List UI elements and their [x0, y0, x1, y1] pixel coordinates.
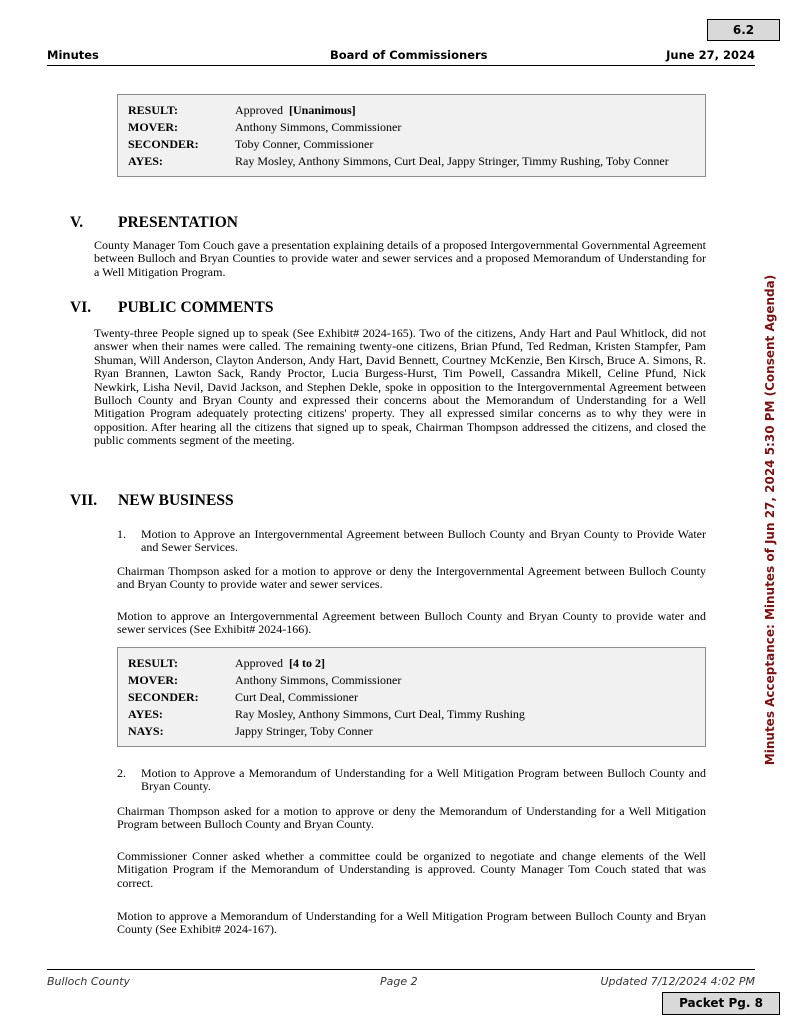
seconder-label: SECONDER:: [128, 690, 199, 704]
item-number: 2.: [117, 766, 126, 780]
vote-result-box-2: [117, 647, 706, 747]
footer-county: Bulloch County: [47, 975, 131, 988]
item-title: Motion to Approve an Intergovernmental Agreement between Bulloch County and Bryan County to Provide Water and Sewer Services.: [141, 527, 706, 555]
item1-paragraph-2: Motion to approve an Intergovernmental Agreement between Bulloch County and Bryan County to provide water and sewer services (See Exhibit# 2024-166).: [117, 609, 706, 637]
packet-page-number: Packet Pg. 8: [662, 992, 780, 1015]
mover-label: MOVER:: [128, 120, 178, 134]
section-title: NEW BUSINESS: [118, 492, 234, 509]
mover-value: Anthony Simmons, Commissioner: [235, 673, 402, 687]
packet-item-number: 6.2: [707, 19, 780, 41]
result-detail: [Unanimous]: [289, 103, 356, 117]
result-label: RESULT:: [128, 103, 179, 117]
result-detail: [4 to 2]: [289, 656, 325, 670]
section-number: VII.: [70, 492, 98, 509]
side-stamp-text: Minutes Acceptance: Minutes of Jun 27, 2024 5:30 PM (Consent Agenda): [763, 274, 777, 766]
section-number: V.: [70, 214, 84, 231]
item2-paragraph-1: Chairman Thompson asked for a motion to approve or deny the Memorandum of Understanding for a Well Mitigation Program between Bulloch County and Bryan County.: [117, 804, 706, 832]
header-left: Minutes: [47, 48, 99, 62]
section-number: VI.: [70, 299, 92, 316]
seconder-value: Curt Deal, Commissioner: [235, 690, 358, 704]
ayes-value: Ray Mosley, Anthony Simmons, Curt Deal, Timmy Rushing: [235, 707, 525, 721]
mover-label: MOVER:: [128, 673, 178, 687]
presentation-paragraph: County Manager Tom Couch gave a presentation explaining details of a proposed Intergovernmental Governmental Agreement between Bulloch and Bryan Counties to provide water and sewer services and a proposed Memorandum of Understanding for a Well Mitigation Program.: [94, 238, 706, 279]
page-footer: [47, 969, 755, 988]
section-heading-new-business: [70, 492, 234, 510]
nays-value: Jappy Stringer, Toby Conner: [235, 724, 373, 738]
nays-label: NAYS:: [128, 724, 164, 738]
item-number: 1.: [117, 527, 126, 541]
section-heading-public-comments: [70, 299, 273, 317]
result-value: Approved: [235, 103, 283, 117]
item-title: Motion to Approve a Memorandum of Understanding for a Well Mitigation Program between Bulloch County and Bryan County.: [141, 766, 706, 794]
footer-page-number: Page 2: [380, 975, 418, 988]
header-title: Board of Commissioners: [330, 48, 488, 62]
vote-result-box-1: [117, 94, 706, 177]
section-heading-presentation: [70, 214, 238, 232]
item2-paragraph-2: Commissioner Conner asked whether a committee could be organized to negotiate and change elements of the Well Mitigation Program if the Memorandum of Understanding is approved. County Manager Tom Couch stated that was correct.: [117, 849, 706, 890]
result-label: RESULT:: [128, 656, 179, 670]
page-header: [47, 48, 755, 66]
public-comments-paragraph: Twenty-three People signed up to speak (See Exhibit# 2024-165). Two of the citizens, Andy Hart and Paul Whitlock, did not answer when their names were called. The remaining twenty-one citizens, Brian Pfund, Ted Redman, Kristen Stampfer, Pam Shuman, Will Anderson, Clayton Anderson, Andy Hart, David Bennett, Courtney McKenzie, Ben Kirsch, Bruce A. Simons, R. Ryan Brannen, Lawton Sack, Randy Proctor, Lucia Burgess-Hurst, Tim Powell, Cassandra Mikell, Celine Pfund, Nick Newkirk, Lisha Nevil, David Jackson, and Stephen Dekle, spoke in opposition to the Intergovernmental Agreement between Bulloch County and Bryan County and expressed their concerns about the Memorandum of Understanding for a Well Mitigation Program adequately protecting citizens' property. They all expressed similar concerns as to why they were in opposition. After hearing all the citizens that signed up to speak, Chairman Thompson addressed the citizens, and closed the public comments segment of the meeting.: [94, 326, 706, 448]
seconder-label: SECONDER:: [128, 137, 199, 151]
agenda-item-1: [117, 528, 706, 555]
header-date: June 27, 2024: [666, 48, 755, 62]
ayes-label: AYES:: [128, 707, 163, 721]
section-title: PUBLIC COMMENTS: [118, 299, 274, 316]
item2-paragraph-3: Motion to approve a Memorandum of Understanding for a Well Mitigation Program between Bulloch County and Bryan County (See Exhibit# 2024-167).: [117, 909, 706, 937]
mover-value: Anthony Simmons, Commissioner: [235, 120, 402, 134]
section-title: PRESENTATION: [118, 214, 239, 231]
ayes-label: AYES:: [128, 154, 163, 168]
footer-updated: Updated 7/12/2024 4:02 PM: [600, 975, 755, 988]
agenda-item-2: [117, 767, 706, 794]
result-value: Approved: [235, 656, 283, 670]
seconder-value: Toby Conner, Commissioner: [235, 137, 374, 151]
ayes-value: Ray Mosley, Anthony Simmons, Curt Deal, Jappy Stringer, Timmy Rushing, Toby Conner: [235, 154, 669, 168]
item1-paragraph-1: Chairman Thompson asked for a motion to approve or deny the Intergovernmental Agreement between Bulloch County and Bryan County to provide water and sewer services.: [117, 564, 706, 592]
